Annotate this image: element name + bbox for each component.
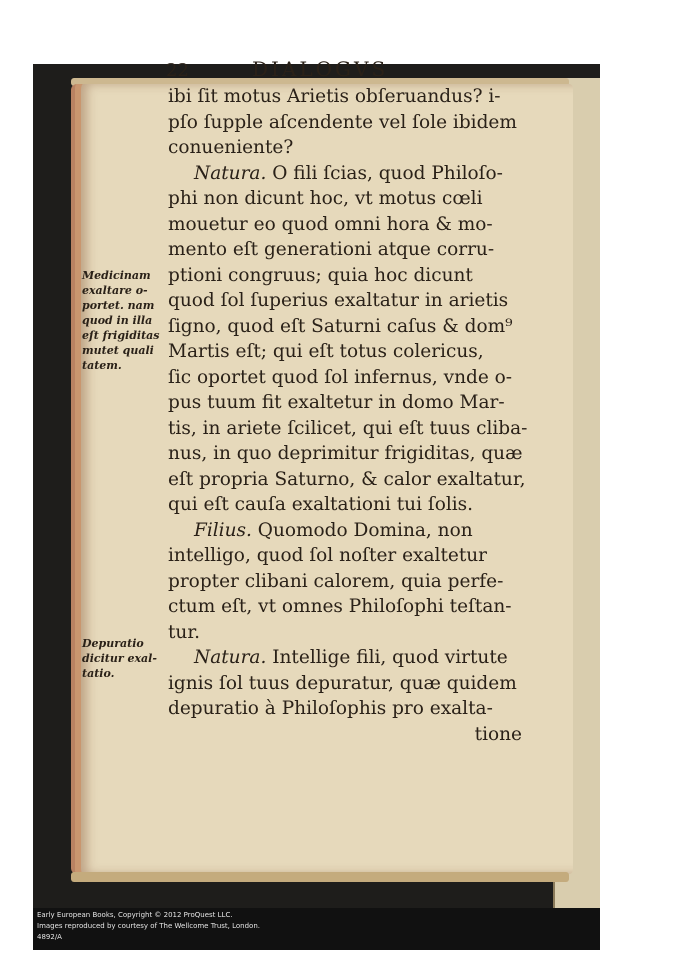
text-line xyxy=(168,314,528,340)
marginal-note-line: tatio. xyxy=(82,667,115,680)
text-line xyxy=(168,696,528,722)
line-text: ſic oportet quod ſol infernus, vnde o- xyxy=(168,366,513,388)
catchword: tione xyxy=(474,723,522,745)
page-number: 22 xyxy=(166,60,189,81)
text-line xyxy=(168,365,528,391)
line-text: Quomodo Domina, non xyxy=(251,519,473,541)
text-line xyxy=(168,212,528,238)
speaker-label: Natura. xyxy=(194,162,267,184)
line-text: pſo ſupple aſcendente vel ſole ibidem xyxy=(168,111,517,133)
text-line xyxy=(168,416,528,442)
body-text xyxy=(168,84,528,747)
text-line xyxy=(168,671,528,697)
line-text: qui eſt cauſa exaltationi tui ſolis. xyxy=(168,494,474,515)
text-line xyxy=(168,186,528,212)
line-text: ctum eſt, vt omnes Philoſophi teſtan- xyxy=(168,596,512,617)
line-text: Martis eſt; qui eſt totus colericus, xyxy=(168,341,484,362)
line-text: quod ſol ſuperius exaltatur in arietis xyxy=(168,290,509,311)
line-text: O fili ſcias, quod Philoſo- xyxy=(266,162,503,184)
line-text: ignis ſol tuus depuratur, quæ quidem xyxy=(168,672,517,694)
text-line xyxy=(168,441,528,467)
footer-line: 4892/A xyxy=(37,933,62,941)
line-text: ſigno, quod eſt Saturni caſus & dom⁹ xyxy=(168,315,513,337)
line-text: mouetur eo quod omni hora & mo- xyxy=(168,213,493,235)
marginal-note-line: Medicinam xyxy=(82,269,151,282)
line-text: Intellige fili, quod virtute xyxy=(266,647,508,668)
text-line xyxy=(168,569,528,595)
text-line xyxy=(168,339,528,365)
text-line xyxy=(168,288,528,314)
marginal-note-2 xyxy=(82,636,182,681)
marginal-note-line: mutet quali xyxy=(82,344,154,357)
line-text: conueniente? xyxy=(168,137,294,158)
marginal-note-line: dicitur exal- xyxy=(82,652,157,665)
marginal-note-line: exaltare o- xyxy=(82,284,148,297)
line-text: ibi ſit motus Arietis obſeruandus? i- xyxy=(168,86,501,107)
speaker-label: Natura. xyxy=(194,647,267,668)
text-line xyxy=(168,110,528,136)
text-line xyxy=(168,645,528,671)
line-text: eſt propria Saturno, & calor exaltatur, xyxy=(168,468,526,490)
text-line xyxy=(168,543,528,569)
text-line xyxy=(168,135,528,161)
line-text: pus tuum fit exaltetur in domo Mar- xyxy=(168,392,505,413)
text-line xyxy=(168,161,528,187)
line-text: tur. xyxy=(168,621,201,643)
marginal-note-line: portet. nam xyxy=(82,299,155,312)
line-text: ptioni congruus; quia hoc dicunt xyxy=(168,264,473,286)
footer-line: Images reproduced by courtesy of The Wellcome Trust, London. xyxy=(37,922,260,930)
marginal-note-line: Depuratio xyxy=(82,637,144,650)
text-line xyxy=(168,84,528,110)
line-text: intelligo, quod ſol noſter exaltetur xyxy=(168,545,488,566)
text-line xyxy=(168,467,528,493)
running-head-title: DIALOGVS xyxy=(252,57,389,81)
copyright-footer xyxy=(33,908,600,950)
line-text: propter clibani calorem, quia perfe- xyxy=(168,570,504,592)
marginal-note-line: quod in illa xyxy=(82,314,153,327)
line-text: tis, in ariete ſcilicet, qui eſt tuus cliba- xyxy=(168,417,528,439)
text-line xyxy=(168,390,528,416)
line-text: depuratio à Philoſophis pro exalta- xyxy=(168,698,493,719)
speaker-label: Filius. xyxy=(194,519,252,541)
text-line xyxy=(168,620,528,646)
text-line xyxy=(168,594,528,620)
text-line xyxy=(168,263,528,289)
text-line xyxy=(168,518,528,544)
line-text: phi non dicunt hoc, vt motus cœli xyxy=(168,188,483,209)
marginal-note-line: eſt frigiditas xyxy=(82,329,160,342)
text-line xyxy=(168,237,528,263)
footer-line: Early European Books, Copyright © 2012 ProQuest LLC. xyxy=(37,911,233,919)
page-bottom-edge xyxy=(71,872,569,882)
line-text: mento eſt generationi atque corru- xyxy=(168,239,495,260)
marginal-note-1 xyxy=(82,268,182,373)
text-line xyxy=(168,492,528,518)
line-text: nus, in quo deprimitur frigiditas, quæ xyxy=(168,443,523,464)
marginal-note-line: tatem. xyxy=(82,359,122,372)
